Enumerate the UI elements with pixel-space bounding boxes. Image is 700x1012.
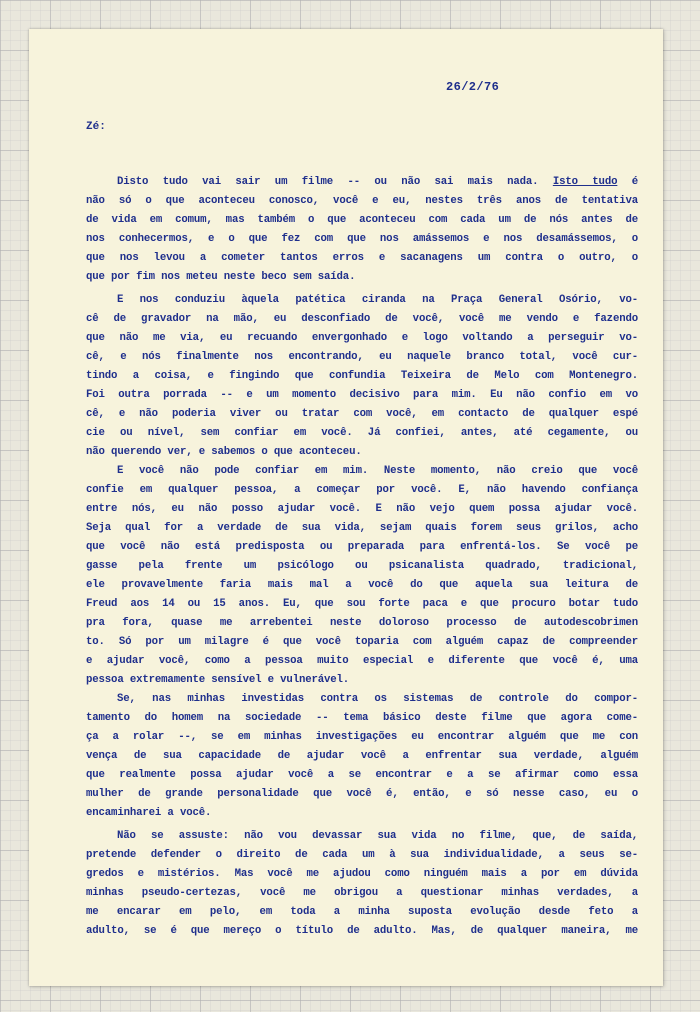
paragraph-line: ça a rolar --, se em minhas investigações eu encontrar alguém que me con: [86, 731, 638, 743]
paragraph-line: e ajudar você, como a pessoa muito especial e diferente que você é, uma: [86, 655, 638, 667]
paragraph-line: ele provavelmente faria mais mal a você do que aquela sua leitura de: [86, 579, 638, 591]
paragraph-line: adulto, se é que mereço o título de adulto. Mas, de qualquer maneira, me: [86, 925, 638, 937]
paragraph-line: que realmente possa ajudar você a se encontrar e a se afirmar como essa: [86, 769, 638, 781]
paragraph-4: [86, 690, 638, 823]
paragraph-line: to. Só por um milagre é que você toparia com alguém capaz de compreender: [86, 636, 638, 648]
paragraph-line: encaminharei a você.: [86, 807, 212, 819]
letter-date: 26/2/76: [446, 80, 500, 94]
sentence-fragment: Disto tudo vai sair um filme -- ou não sai mais nada.: [117, 176, 539, 188]
paragraph-line: E você não pode confiar em mim. Neste momento, não creio que você: [117, 465, 638, 477]
paragraph-line: confie em qualquer pessoa, a começar por você. E, não havendo confiança: [86, 484, 638, 496]
paragraph-line: pessoa extremamente sensível e vulnerável.: [86, 674, 350, 686]
paragraph-line: entre nós, eu não posso ajudar você. E não vejo quem possa ajudar você.: [86, 503, 638, 515]
paragraph-line: Seja qual for a verdade de sua vida, sejam quais forem seus grilos, acho: [86, 522, 638, 534]
paragraph-line: que você não está predisposta ou preparada para enfrentá-los. Se você pe: [86, 541, 638, 553]
paragraph-line: cê, e nós finalmente nos encontrando, eu naquele branco total, você cur-: [86, 351, 638, 363]
paragraph-line: gredos e mistérios. Mas você me ajudou como ninguém mais a por em dúvida: [86, 868, 638, 880]
underlined-phrase: Isto tudo: [552, 176, 618, 188]
paragraph-line: cê de gravador na mão, eu desconfiado de você, você me vendo e fazendo: [86, 313, 638, 325]
paragraph-line: Se, nas minhas investidas contra os sistemas de controle do compor-: [117, 693, 638, 705]
paragraph-2: [86, 291, 638, 462]
sentence-fragment: é: [617, 176, 639, 188]
paragraph-line: não só o que aconteceu conosco, você e eu, nestes três anos de tentativa: [86, 195, 638, 207]
paragraph-line: minhas pseudo-certezas, você me obrigou a questionar minhas verdades, a: [86, 887, 638, 899]
paragraph-line: que por fim nos meteu neste beco sem saída.: [86, 271, 356, 283]
paragraph-line: tindo a coisa, e fingindo que confundia Teixeira de Melo com Montenegro.: [86, 370, 638, 382]
paragraph-line: [86, 173, 638, 192]
paragraph-line: E nos conduziu àquela patética ciranda na Praça General Osório, vo-: [117, 294, 638, 306]
paragraph-line: me encarar em pelo, em toda a minha suposta evolução desde feto a: [86, 906, 638, 918]
paragraph-line: nos conhecermos, e o que fez com que nos amássemos e nos desamássemos, o: [86, 233, 638, 245]
paragraph-line: não querendo ver, e sabemos o que aconteceu.: [86, 446, 362, 458]
paragraph-line: tamento do homem na sociedade -- tema básico deste filme que agora come-: [86, 712, 638, 724]
paragraph-line: cê, e não poderia viver ou tratar com você, em contacto de qualquer espé: [86, 408, 638, 420]
paragraph-line: Foi outra porrada -- e um momento decisivo para mim. Eu não confio em vo: [86, 389, 638, 401]
paragraph-line: de vida em comum, mas também o que aconteceu com cada um de nós antes de: [86, 214, 638, 226]
paragraph-5: [86, 827, 638, 941]
paragraph-line: cie ou nível, sem confiar em você. Já confiei, antes, até cegamente, ou: [86, 427, 638, 439]
paragraph-1: [86, 173, 638, 287]
letter-salutation: Zé:: [86, 121, 106, 133]
paragraph-3: [86, 462, 638, 690]
typed-letter-page: [29, 29, 663, 986]
paragraph-line: pra fora, quase me arrebentei neste doloroso processo de autodescobrimen: [86, 617, 638, 629]
paragraph-line: Não se assuste: não vou devassar sua vida no filme, que, de saída,: [117, 830, 638, 842]
paragraph-line: Freud aos 14 ou 15 anos. Eu, que sou forte paca e que procuro botar tudo: [86, 598, 638, 610]
paragraph-line: gasse pela frente um psicólogo ou psicanalista quadrado, tradicional,: [86, 560, 638, 572]
paragraph-line: que não me via, eu recuando envergonhado e logo voltando a perseguir vo-: [86, 332, 638, 344]
paragraph-line: pretende defender o direito de cada um à sua individualidade, a seus se-: [86, 849, 638, 861]
paragraph-line: vença de sua capacidade de ajudar você a enfrentar sua verdade, alguém: [86, 750, 638, 762]
paragraph-line: mulher de grande personalidade que você é, então, e só nesse caso, eu o: [86, 788, 638, 800]
paragraph-line: que nos levou a cometer tantos erros e sacanagens um contra o outro, o: [86, 252, 638, 264]
